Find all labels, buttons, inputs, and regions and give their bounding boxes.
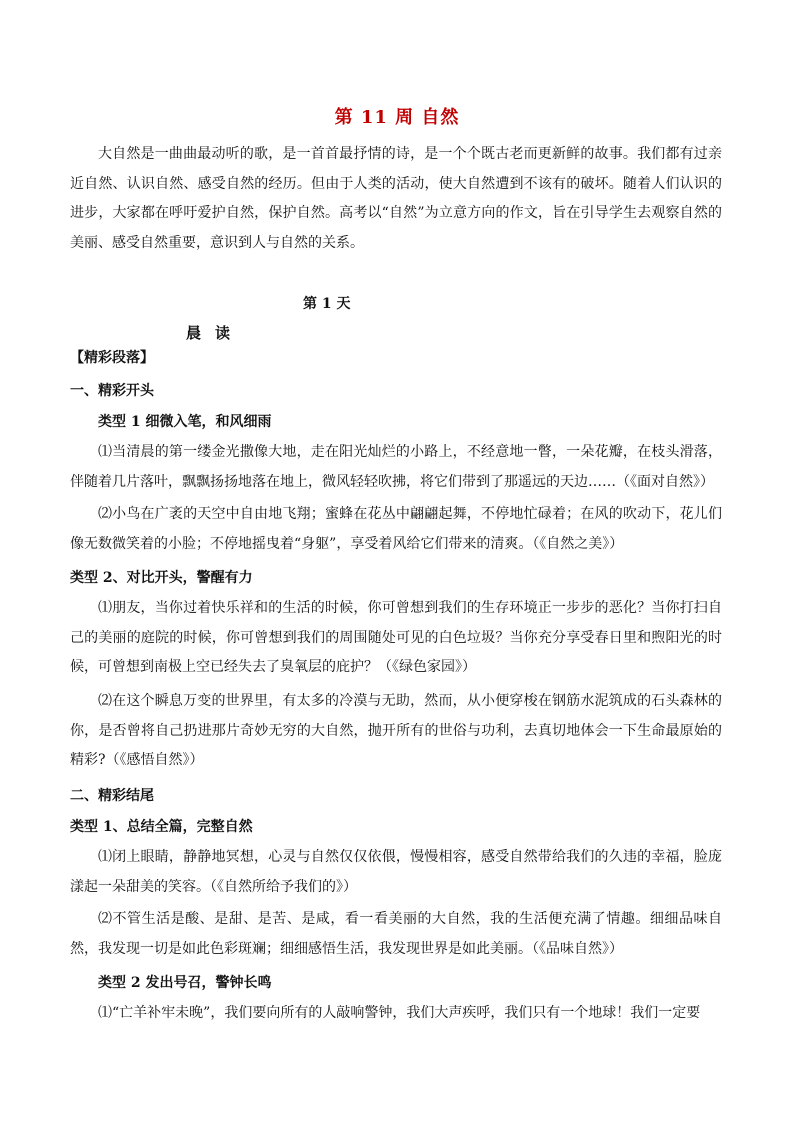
part2-type1-paragraph-2: ⑵不管生活是酸、是甜、是苦、是咸，看一看美丽的大自然，我的生活便充满了情趣。细细品味自然，我发现一切是如此色彩斑斓；细细感悟生活，我发现世界是如此美丽。（《品味自然》） xyxy=(70,911,722,957)
part2-type2-heading: 类型 2 发出号召，警钟长鸣 xyxy=(98,975,272,991)
part1-type2-paragraph-1: ⑴朋友，当你过着快乐祥和的生活的时候，你可曾想到我们的生存环境正一步步的恶化？当你打扫自己的美丽的庭院的时候，你可曾想到我们的周围随处可见的白色垃圾？当你充分享受春日里和煦阳光的时候，可曾想到南极上空已经失去了臭氧层的庇护？（《绿色家园》） xyxy=(70,600,722,675)
part1-heading: 一、精彩开头 xyxy=(70,383,154,399)
day-label: 第 1 天 xyxy=(303,296,351,312)
intro-paragraph: 大自然是一曲曲最动听的歌，是一首首最抒情的诗，是一个个既古老而更新鲜的故事。我们都有过亲近自然、认识自然、感受自然的经历。但由于人类的活动，使大自然遭到不该有的破坏。随着人们认识的进步，大家都在呼吁爱护自然，保护自然。高考以“自然”为立意方向的作文，旨在引导学生去观察自然的美丽、感受自然重要，意识到人与自然的关系。 xyxy=(70,146,722,251)
page-title: 第 11 周 自然 xyxy=(334,107,460,128)
part1-type1-heading: 类型 1 细微入笔，和风细雨 xyxy=(98,414,272,430)
part1-type1-paragraph-2: ⑵小鸟在广袤的天空中自由地飞翔；蜜蜂在花丛中翩翩起舞，不停地忙碌着；在风的吹动下，花儿们像无数微笑着的小脸；不停地摇曳着“身躯”，享受着风给它们带来的清爽。（《自然之美》） xyxy=(70,506,722,552)
part2-heading: 二、精彩结尾 xyxy=(70,788,154,804)
section-label: 【精彩段落】 xyxy=(70,350,154,366)
morning-reading-label: 晨读 xyxy=(186,324,245,342)
part2-type1-paragraph-1: ⑴闭上眼睛，静静地冥想，心灵与自然仅仅依偎，慢慢相容，感受自然带给我们的久违的幸福，脸庞漾起一朵甜美的笑容。（《自然所给予我们的》） xyxy=(70,849,722,895)
part2-type2-paragraph-1: ⑴“亡羊补牢未晚”，我们要向所有的人敲响警钟，我们大声疾呼，我们只有一个地球！我们一定要 xyxy=(98,1005,701,1021)
part1-type2-heading: 类型 2、对比开头，警醒有力 xyxy=(70,570,253,586)
part2-type1-heading: 类型 1、总结全篇，完整自然 xyxy=(70,819,253,835)
part1-type2-paragraph-2: ⑵在这个瞬息万变的世界里，有太多的冷漠与无助，然而，从小便穿梭在钢筋水泥筑成的石头森林的你，是否曾将自己扔进那片奇妙无穷的大自然，抛开所有的世俗与功利，去真切地体会一下生命最原始的精彩?（《感悟自然》） xyxy=(70,693,722,768)
part1-type1-paragraph-1: ⑴当清晨的第一缕金光撒像大地，走在阳光灿烂的小路上，不经意地一瞥，一朵花瓣，在枝头滑落，伴随着几片落叶，飘飘扬扬地落在地上，微风轻轻吹拂，将它们带到了那遥远的天边……（《面对自然》） xyxy=(70,444,722,490)
